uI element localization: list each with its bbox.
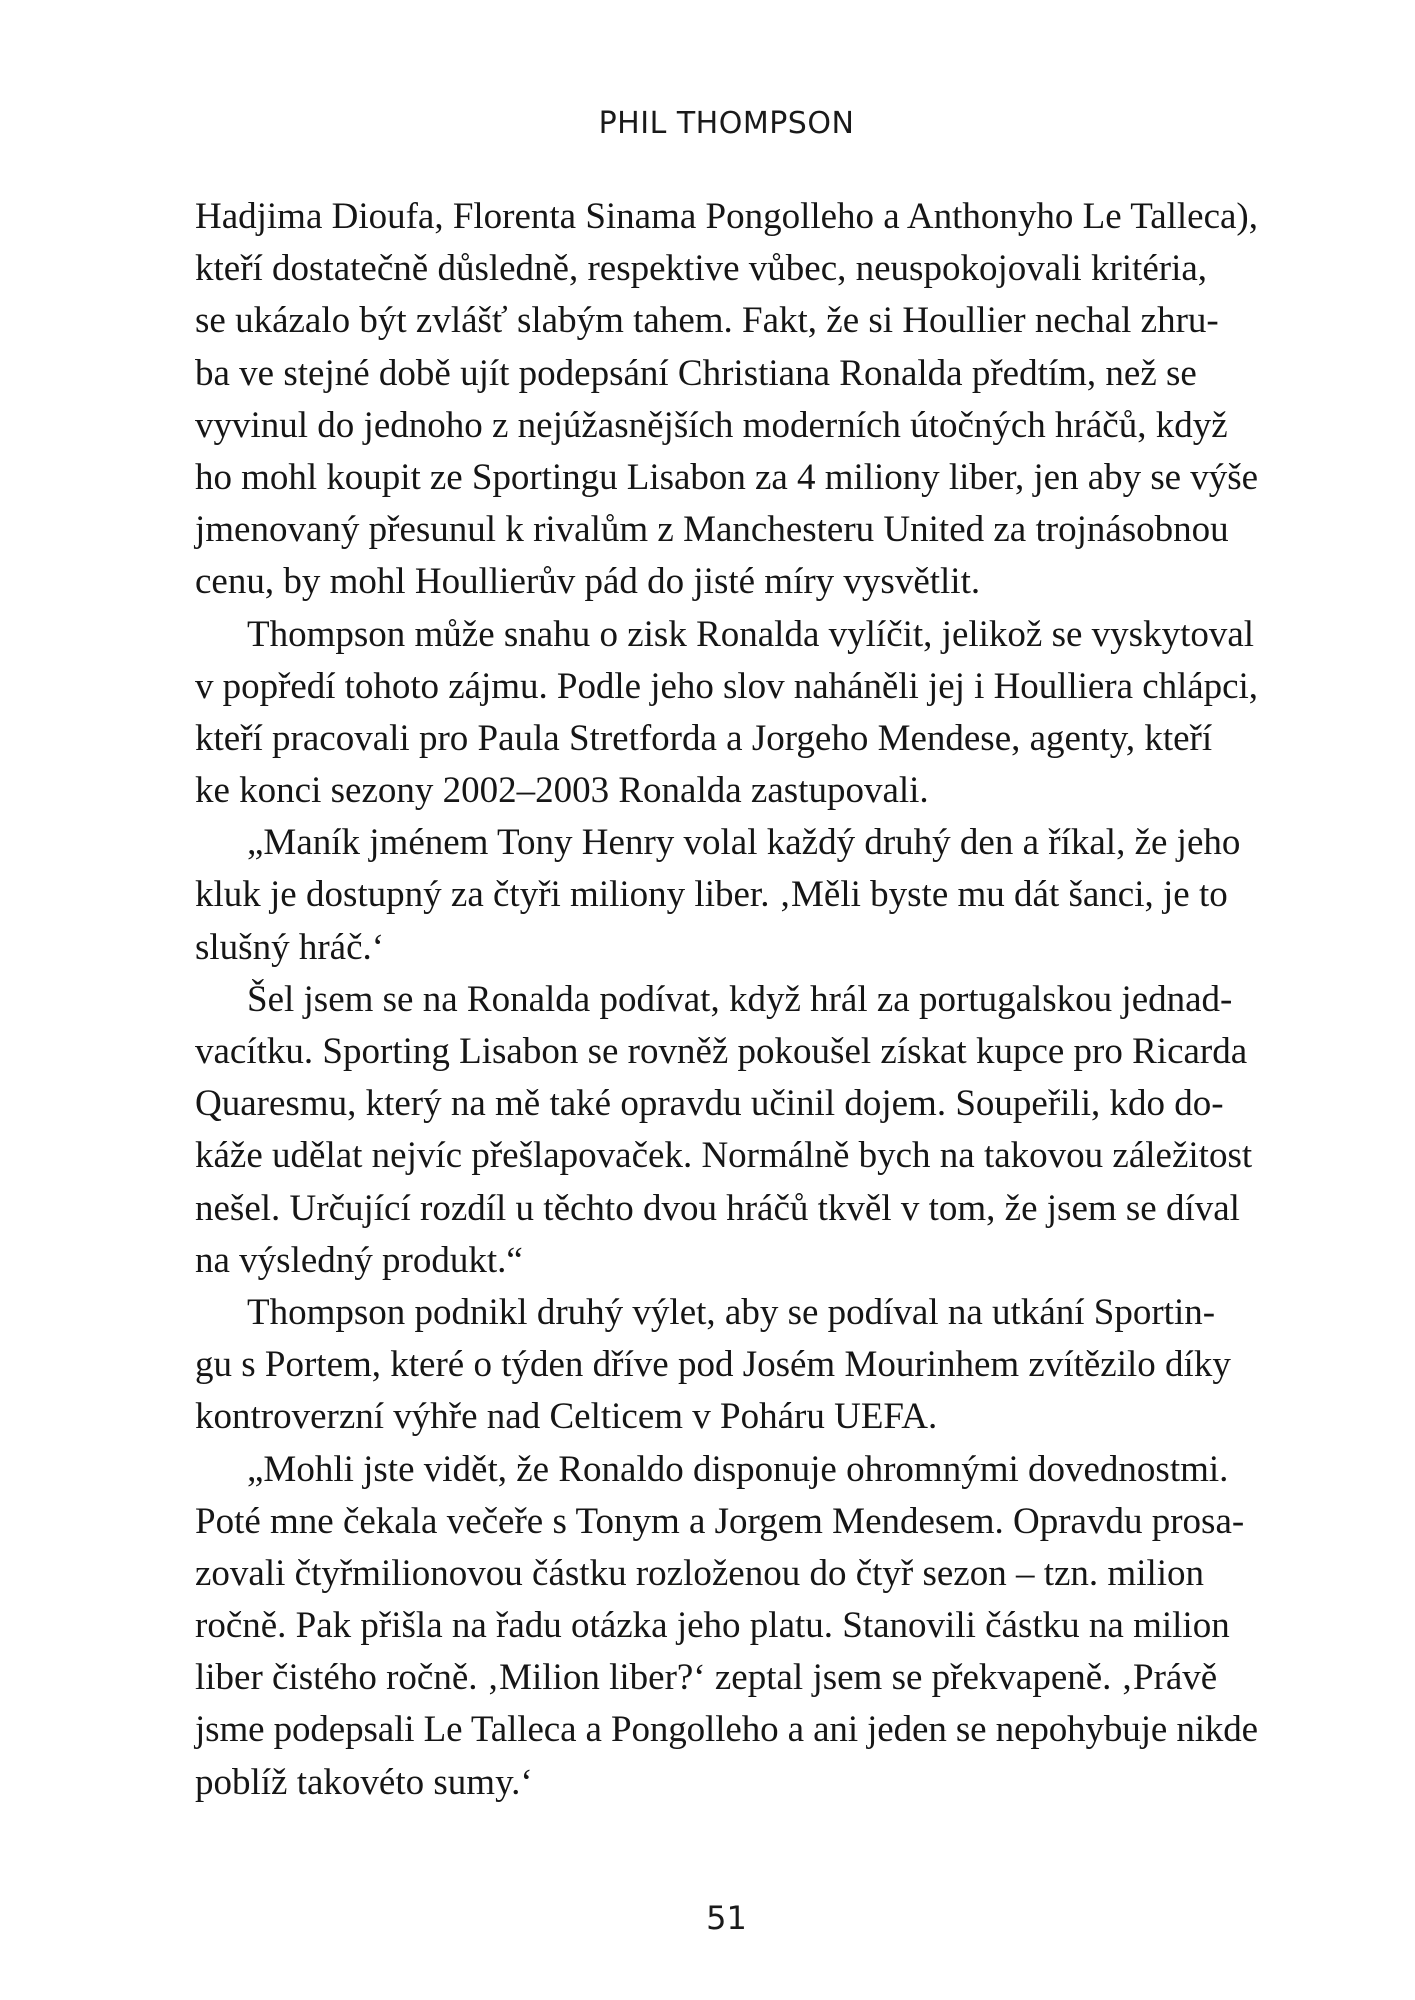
text-line: Thompson podnikl druhý výlet, aby se podíval na utkání Sportin-: [247, 1291, 1216, 1333]
text-line: kluk je dostupný za čtyři miliony liber. ‚Měli byste mu dát šanci, je to: [195, 874, 1228, 916]
paragraph: [195, 609, 1258, 818]
text-line: nešel. Určující rozdíl u těchto dvou hráčů tkvěl v tom, že jsem se díval: [195, 1187, 1240, 1229]
text-line: „Maník jménem Tony Henry volal každý druhý den a říkal, že jeho: [247, 822, 1241, 864]
text-line: Hadjima Dioufa, Florenta Sinama Pongolleho a Anthonyho Le Talleca),: [195, 196, 1258, 237]
text-line: poblíž takovéto sumy.‘: [195, 1761, 533, 1803]
page-number: 51: [706, 1899, 747, 1937]
paragraph: [195, 191, 1258, 609]
text-line: se ukázalo být zvlášť slabým tahem. Fakt, že si Houllier nechal zhru-: [195, 300, 1219, 342]
text-line: gu s Portem, které o týden dříve pod Josém Mourinhem zvítězilo díky: [195, 1344, 1231, 1386]
running-header: PHIL THOMPSON: [598, 106, 855, 141]
text-line: kontroverzní výhře nad Celticem v Poháru UEFA.: [195, 1396, 938, 1438]
text-line: ho mohl koupit ze Sportingu Lisabon za 4 miliony liber, jen aby se výše: [195, 456, 1258, 498]
text-line: na výsledný produkt.“: [195, 1239, 523, 1281]
text-line: v popředí tohoto zájmu. Podle jeho slov naháněli jej i Houlliera chlápci,: [195, 665, 1258, 707]
text-line: liber čistého ročně. ‚Milion liber?‘ zeptal jsem se překvapeně. ‚Právě: [195, 1657, 1218, 1699]
text-line: zovali čtyřmilionovou částku rozloženou do čtyř sezon – tzn. milion: [195, 1552, 1205, 1594]
text-line: „Mohli jste vidět, že Ronaldo disponuje ohromnými dovednostmi.: [247, 1448, 1229, 1490]
text-line: káže udělat nejvíc přešlapovaček. Normálně bych na takovou záležitost: [195, 1135, 1253, 1177]
paragraph: [195, 1287, 1258, 1444]
text-line: vacítku. Sporting Lisabon se rovněž pokoušel získat kupce pro Ricarda: [195, 1031, 1248, 1072]
text-line: vyvinul do jednoho z nejúžasnějších moderních útočných hráčů, když: [195, 404, 1228, 446]
text-line: cenu, by mohl Houllierův pád do jisté míry vysvětlit.: [195, 561, 981, 603]
text-line: ročně. Pak přišla na řadu otázka jeho platu. Stanovili částku na milion: [195, 1605, 1230, 1647]
text-line: kteří dostatečně důsledně, respektive vůbec, neuspokojovali kritéria,: [195, 248, 1208, 290]
paragraph: [195, 817, 1258, 974]
text-line: Quaresmu, který na mě také opravdu učinil dojem. Soupeřili, kdo do-: [195, 1083, 1224, 1125]
text-line: ba ve stejné době ujít podepsání Christiana Ronalda předtím, než se: [195, 352, 1197, 394]
text-line: ke konci sezony 2002–2003 Ronalda zastupovali.: [195, 770, 929, 812]
text-line: kteří pracovali pro Paula Stretforda a Jorgeho Mendese, agenty, kteří: [195, 717, 1213, 759]
paragraph: [195, 1444, 1258, 1809]
text-line: slušný hráč.‘: [195, 926, 385, 968]
body-text: [195, 191, 1258, 1809]
text-line: jmenovaný přesunul k rivalům z Manchesteru United za trojnásobnou: [195, 509, 1229, 551]
text-line: jsme podepsali Le Talleca a Pongolleho a ani jeden se nepohybuje nikde: [195, 1709, 1258, 1751]
text-line: Thompson může snahu o zisk Ronalda vylíčit, jelikož se vyskytoval: [247, 613, 1255, 655]
text-line: Šel jsem se na Ronalda podívat, když hrál za portugalskou jednad-: [247, 978, 1233, 1020]
paragraph: [195, 974, 1258, 1287]
text-line: Poté mne čekala večeře s Tonym a Jorgem Mendesem. Opravdu prosa-: [195, 1500, 1245, 1542]
